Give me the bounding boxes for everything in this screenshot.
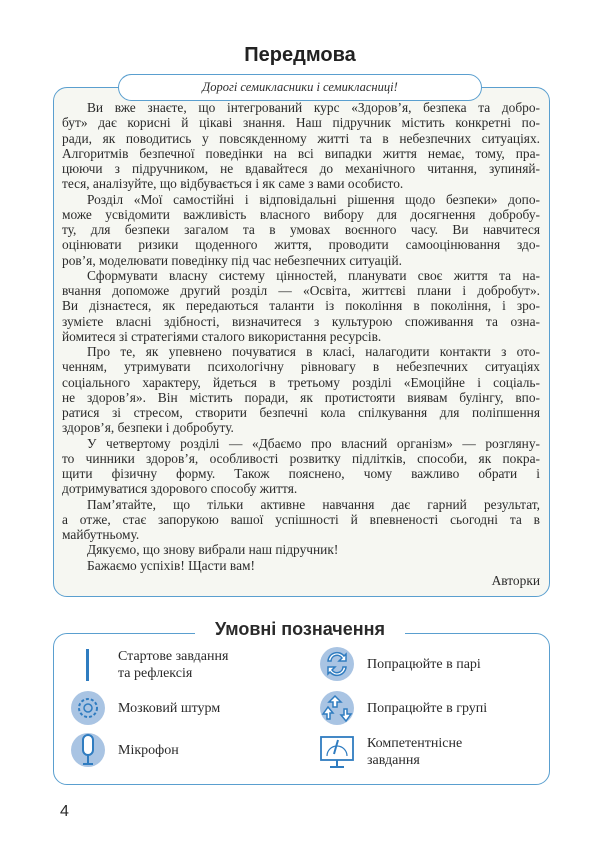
paragraph-line: а отже, стає запорукою вашої успішності й впевненості сьогодні та в (62, 511, 540, 527)
paragraph-line: вчання допоможе другий розділ — «Освіта, життєві плани і добробут». (62, 283, 540, 298)
paragraph-line: Про те, як упевнено почуватися в класі, налагодити контакти з ото- (87, 344, 540, 359)
greeting: Дорогі семикласники і семикласниці! (118, 74, 482, 101)
paragraph-line: ченням, утримувати психологічну рівновагу в небезпечних ситуаціях (62, 359, 540, 375)
legend-label: Попрацюйте в групі (367, 700, 488, 716)
paragraph-line: йомитеся зі стратегіями сталого використання ресурсів. (62, 328, 382, 344)
legend-title: Умовні позначення (195, 619, 405, 640)
paragraph-line: може усвідомити важливість власного вибору для досягнення добробу- (62, 206, 540, 222)
paragraph-line: зумієте власні здібності, визначитеся з культурою споживання та озна- (62, 313, 540, 329)
page-title: Передмова (244, 44, 356, 66)
group-arrows-icon (319, 690, 355, 726)
paragraph-line: здоров’я, безпеки і добробуту. (62, 420, 234, 436)
paragraph-line: Бажаємо успіхів! Щасти вам! (87, 557, 255, 573)
paragraph-line: Ви дізнаєтеся, як передаються таланти із покоління в покоління, і зро- (62, 298, 540, 314)
vertical-bar-icon (70, 647, 106, 683)
legend-label: Компетентнісне завдання (367, 736, 463, 768)
paragraph-line: ров’я, моделювати поведінку під час небезпечних ситуацій. (62, 252, 402, 268)
paragraph-line: бут» дає корисні й цікаві знання. Наш підручник містить конкретні по- (62, 115, 540, 131)
paragraph-line: Пам’ятайте, що тільки активне навчання дає гарний результат, (87, 496, 540, 512)
paragraph-line: Алгоритмів безпечної поведінки на всі випадки життя немає, тому, пра- (62, 145, 540, 161)
brainstorm-gear-icon (70, 690, 106, 726)
monitor-compass-icon (319, 734, 355, 770)
paragraph-line: теся, аналізуйте, що відбувається і як саме з вами особисто. (62, 176, 404, 192)
paragraph-line: ратися зі стресом, створити безпечні кола спілкування для поліпшення (62, 405, 540, 420)
pair-arrows-icon (319, 646, 355, 682)
paragraph-line: У четвертому розділі — «Дбаємо про власний організм» — розгляну- (87, 435, 540, 451)
legend-item-brainstorm (70, 690, 220, 726)
paragraph-line: ту, для безпеки загалом та в умовах воєнного часу. Ви навчитеся (62, 222, 540, 237)
paragraph-line: Дякуємо, що знову вибрали наш підручник! (87, 542, 339, 558)
legend-item-competence (319, 734, 462, 770)
paragraph-line: дотримуватися здорового способу життя. (62, 481, 298, 497)
legend-label: Мозковий штурм (118, 700, 221, 716)
legend-item-start (70, 647, 228, 683)
paragraph-line: не здоров’я». Він містить поради, як протистояти виявам булінгу, впо- (62, 389, 540, 405)
legend-label: Попрацюйте в парі (367, 656, 481, 672)
signature: Авторки (491, 572, 540, 588)
paragraph-line: щити фізичну форму. Також пояснено, чому важливо обрати і (62, 466, 540, 481)
paragraph-line: Розділ «Мої самостійні і відповідальні рішення щодо безпеки» допо- (87, 191, 540, 207)
paragraph-line: цюючи з підручником, не вдавайтеся до механічного читання, зупиняй- (62, 161, 540, 176)
legend-item-pair (319, 646, 481, 682)
paragraph-line: соціального характеру, йдеться в третьому розділі «Емоційне і соціаль- (62, 374, 540, 390)
legend-label: Мікрофон (118, 742, 179, 758)
paragraph-line: то чинники здоров’я, особливості розвитку підлітків, способи, як покра- (62, 450, 540, 466)
legend-item-group (319, 690, 487, 726)
paragraph-line: Ви вже знаєте, що інтегрований курс «Здоров’я, безпека та добро- (87, 100, 540, 115)
paragraph-line: майбутньому. (62, 527, 140, 542)
microphone-icon (70, 732, 106, 768)
page-number: 4 (60, 803, 69, 820)
preface-body (62, 100, 540, 588)
legend-item-microphone (70, 732, 179, 768)
legend-label: Стартове завдання та рефлексія (118, 649, 229, 681)
paragraph-line: Сформувати власну систему цінностей, планувати своє життя та на- (87, 267, 540, 283)
paragraph-line: ради, як поводитись у повсякденному житті та в небезпечних ситуаціях. (62, 130, 540, 146)
paragraph-line: оцінювати ризики щоденного життя, проводити самооцінювання здо- (62, 237, 540, 253)
